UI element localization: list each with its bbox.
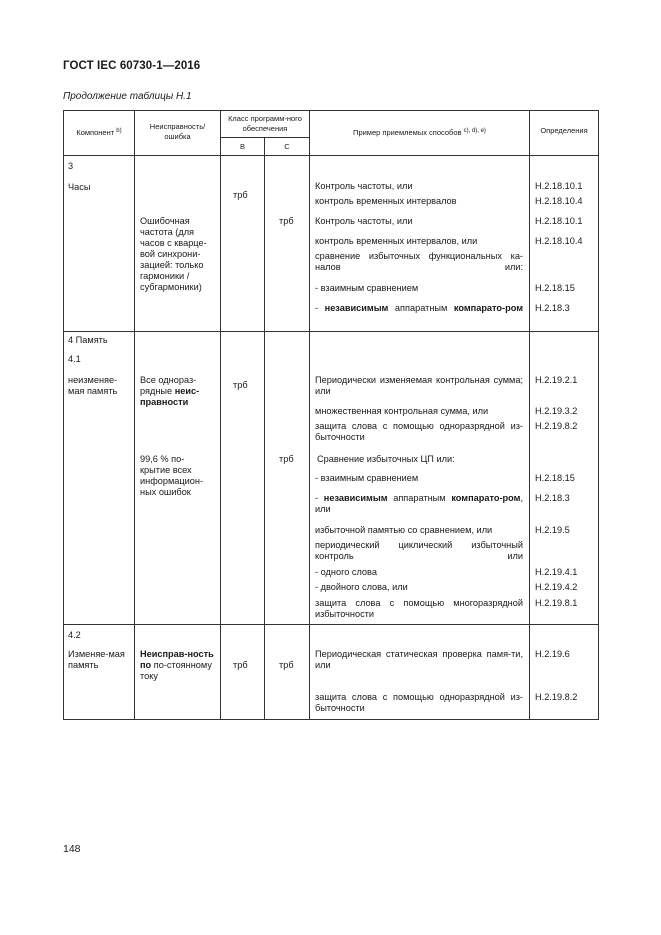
- section4-row2-def8: Н.2.19.8.1: [535, 598, 578, 608]
- header-component: Компонент $^{b)}$: [76, 128, 122, 137]
- section42-class-b: трб: [233, 660, 248, 670]
- section3-row2-line5: - независимым аппаратным компарато-ром: [315, 303, 523, 313]
- section3-row1-def1: Н.2.18.10.1: [535, 181, 583, 191]
- header-class-c: C: [284, 142, 290, 151]
- section4-row2-def2: Н.2.18.15: [535, 473, 575, 483]
- section4-row2-def6: Н.2.19.4.1: [535, 567, 578, 577]
- section4-row2-def7: Н.2.19.4.2: [535, 582, 578, 592]
- section42-fault: Неисправ-ность по по-стоянному току: [140, 649, 214, 681]
- section3-number: 3: [68, 161, 74, 171]
- section4-row2-fault: 99,6 % по-крытие всех информацион-ных ошибок: [140, 454, 204, 497]
- section42-line2: защита слова с помощью одноразрядной из-быточности: [315, 692, 523, 713]
- page-number: 148: [63, 843, 81, 855]
- section4-row2-line5: периодический циклический избыточный контроль или: [315, 540, 523, 561]
- section4-row2-line8: защита слова с помощью многоразрядной избыточности: [315, 598, 523, 619]
- section4-row2-line2: - взаимным сравнением: [315, 473, 419, 483]
- document-title: ГОСТ IEC 60730-1—2016: [63, 60, 201, 72]
- table-caption: Продолжение таблицы Н.1: [63, 91, 192, 102]
- section4-row1-class-b: трб: [233, 380, 248, 390]
- header-software-class: Класс программ-ного обеспечения: [228, 114, 302, 133]
- section4-row2-line1: Сравнение избыточных ЦП или:: [317, 454, 455, 464]
- section3-row2-line1: Контроль частоты, или: [315, 216, 413, 226]
- section3-row1-def2: Н.2.18.10.4: [535, 196, 583, 206]
- section3-row1-class-b: трб: [233, 190, 248, 200]
- section4-row1-line3: защита слова с помощью одноразрядной из-быточности: [315, 421, 523, 442]
- section3-component: Часы: [68, 182, 91, 192]
- header-definitions: Определения: [540, 126, 588, 135]
- section3-row2-line2: контроль временных интервалов, или: [315, 236, 478, 246]
- section3-row2-def2: Н.2.18.10.4: [535, 236, 583, 246]
- section4-component: неизменяе-мая память: [68, 375, 118, 396]
- section4-row1-def1: Н.2.19.2.1: [535, 375, 578, 385]
- section3-row2-def5: Н.2.18.3: [535, 303, 570, 313]
- section3-row1-line1: Контроль частоты, или: [315, 181, 413, 191]
- section3-row2-class-c: трб: [279, 216, 294, 226]
- section4-row1-fault: Все однораз-рядные неис-правности: [140, 375, 200, 407]
- section4-row2-class-c: трб: [279, 454, 294, 464]
- section4-row2-line7: - двойного слова, или: [315, 582, 408, 592]
- section42-def2: Н.2.19.8.2: [535, 692, 578, 702]
- header-fault: Неисправность/ ошибка: [149, 122, 206, 141]
- section3-row2-def1: Н.2.18.10.1: [535, 216, 583, 226]
- section3-row2-fault: Ошибочная частота (для часов с кварце-вой синхрони-зацией: только гармоники / субгармоники): [140, 216, 207, 292]
- section42-class-c: трб: [279, 660, 294, 670]
- section4-row1-line2: множественная контрольная сумма, или: [315, 406, 489, 416]
- header-class-b: B: [239, 142, 245, 151]
- section3-row2-def4: Н.2.18.15: [535, 283, 575, 293]
- section3-row2-line3: сравнение избыточных функциональных ка-налов или:: [315, 251, 523, 272]
- section42-def1: Н.2.19.6: [535, 649, 570, 659]
- section4-row1-def2: Н.2.19.3.2: [535, 406, 578, 416]
- section3-row2-line4: - взаимным сравнением: [315, 283, 419, 293]
- section42-line1: Периодическая статическая проверка памя-ти, или: [315, 649, 523, 670]
- section4-row1-line1: Периодически изменяемая контрольная сумма; или: [315, 375, 523, 396]
- section4-row2-def4: Н.2.19.5: [535, 525, 570, 535]
- header-example: Пример приемлемых способов $^{c), d), e)}$: [353, 128, 486, 137]
- section4-row1-def3: Н.2.19.8.2: [535, 421, 578, 431]
- section4-row2-def3: Н.2.18.3: [535, 493, 570, 503]
- section4-row2-line6: - одного слова: [315, 567, 377, 577]
- section4-title: 4 Память: [68, 335, 108, 345]
- section4-row2-line3: - независимым аппаратным компарато-ром, или: [315, 493, 523, 514]
- section4-number: 4.1: [68, 354, 81, 364]
- section3-row1-line2: контроль временных интервалов: [315, 196, 457, 206]
- section4-row2-line4: избыточной памятью со сравнением, или: [315, 525, 493, 535]
- section42-component: Изменяе-мая память: [68, 649, 125, 670]
- section42-number: 4.2: [68, 630, 81, 640]
